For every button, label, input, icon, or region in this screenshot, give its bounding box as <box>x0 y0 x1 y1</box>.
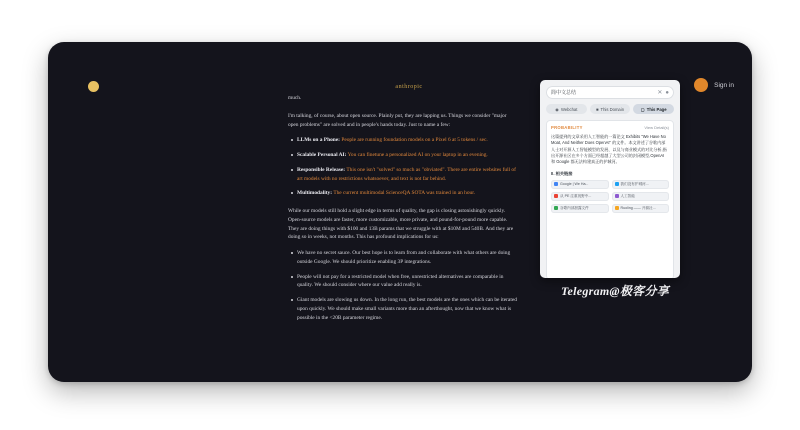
article-bullet-list-1 <box>288 136 518 198</box>
avatar[interactable] <box>694 78 708 92</box>
page-icon: ▢ <box>640 106 645 112</box>
tab-label: This Page <box>646 106 667 112</box>
list-item[interactable] <box>551 204 609 213</box>
bullet-title: Multimodality: <box>297 190 333 197</box>
bullet-body[interactable]: People are running foundation models on a Pixel 6 at 5 tokens / sec. <box>341 137 488 144</box>
tab-this-domain[interactable] <box>590 104 631 114</box>
list-item <box>297 166 518 184</box>
page-header <box>48 42 752 80</box>
list-item: We have no secret sauce. Our best hope is to learn from and collaborate with what others are doing outside Google. We should prioritize enabling 3P integrations. <box>297 249 518 267</box>
ai-summary-panel <box>540 80 680 278</box>
bullet-body[interactable]: You can finetune a personalized AI on your laptop in an evening. <box>347 152 488 158</box>
watermark: Telegram@极客分享 <box>560 284 670 298</box>
bullet-title: LLMs on a Phone: <box>297 137 340 144</box>
bullet-title: Scalable Personal AI: <box>297 152 347 158</box>
chip-label: Ruoling —— 开源社... <box>620 205 656 210</box>
tab-label: Webchat <box>560 106 578 112</box>
search-input[interactable]: 简中文总结 <box>551 90 577 96</box>
bullet-title: Responsible Release: <box>297 166 346 173</box>
leak-icon <box>554 206 558 210</box>
twitter-icon <box>615 182 619 186</box>
globe-icon: ◉ <box>555 106 559 112</box>
summary-header <box>551 125 669 130</box>
list-item <box>297 136 518 145</box>
list-item[interactable] <box>612 180 670 189</box>
close-icon[interactable]: ✕ <box>657 90 663 96</box>
list-item[interactable] <box>551 192 609 201</box>
list-item: People will not pay for a restricted model when free, unrestricted alternatives are comparable in quality. We should consider where our value add really is. <box>297 273 518 291</box>
chip-label: 人工智能 <box>620 193 635 198</box>
panel-tabs <box>546 104 674 114</box>
chip-row <box>551 180 669 189</box>
google-icon <box>554 182 558 186</box>
chip-label: 我们没有护城河... <box>620 181 649 186</box>
list-item <box>297 151 518 160</box>
article-body <box>288 94 518 331</box>
summary-body <box>546 120 674 278</box>
article-bullet-list-2 <box>288 249 518 322</box>
brand-dot-icon <box>88 81 99 92</box>
site-logo[interactable]: anthropic <box>395 84 423 90</box>
search-icon[interactable]: ● <box>665 89 669 96</box>
related-links-heading: II. 相关链接 <box>551 170 573 176</box>
chip-label: Google | We Ha... <box>560 182 589 187</box>
doc-icon <box>554 194 558 198</box>
list-item: Giant models are slowing us down. In the long run, the best models are the ones which can be iterated upon quickly. We should make small variants more than an afterthought, now that we know what is possible in the <20B parameter regime. <box>297 297 517 321</box>
list-item[interactable] <box>612 192 670 201</box>
list-item[interactable] <box>612 204 670 213</box>
bullet-body[interactable]: The current multimodal ScienceQA SOTA was trained in an hour. <box>333 190 476 197</box>
search-bar[interactable] <box>546 86 674 99</box>
sign-in-button[interactable]: Sign in <box>714 82 734 89</box>
link-icon <box>615 206 619 210</box>
chip-label: 从 PE 注重视野中... <box>560 193 592 198</box>
chip-label: 谷歌内部泄露文件 <box>560 205 589 210</box>
summary-text: 这篇提到的文章采用人工智能的一篇论文 Exhibits "We Have No Moat, And Neither Does OpenAI" 的文件。本文讲述了谷歌内部人士对开源人工智能模型的发展、以及与商业模式的对比分析,指出开源社区在多个方面已经超越了大型公司的封闭模型,OpenAI 和 Google 都无法构建真正的护城河。 <box>551 134 667 165</box>
chip-row <box>551 204 669 213</box>
domain-icon: ■ <box>595 106 599 112</box>
tab-this-page[interactable] <box>633 104 674 114</box>
article-intro-fragment: much. <box>288 95 302 101</box>
chip-row <box>551 192 669 201</box>
article-paragraph-1: I'm talking, of course, about open source. Plainly put, they are lapping us. Things we consider "major open problems" are solved and in people's hands today. Just to name a few: <box>288 112 507 128</box>
browser-window <box>48 42 752 382</box>
list-item[interactable] <box>551 180 609 189</box>
tab-label: This Domain <box>600 106 625 112</box>
brain-icon <box>615 194 619 198</box>
probability-label: PROBABILITY <box>551 125 583 130</box>
tab-webchat[interactable] <box>546 104 587 114</box>
article-paragraph-2: While our models still hold a slight edge in terms of quality, the gap is closing astonishingly quickly. Open-source models are faster, more customizable, more private, and pound-for-pound more capable. They are doing things with $100 and 13B params that we struggle with at $10M and 540B. And they are doing so in weeks, not months. This has profound implications for us: <box>288 208 514 241</box>
view-details-link[interactable]: View Detail(s) <box>644 125 669 130</box>
list-item <box>297 189 518 198</box>
bullet-body[interactable]: This one isn't "solved" so much as "obviated". There are entire websites full of art models with no restrictions whatsoever, and text is not far behind. <box>297 166 516 182</box>
